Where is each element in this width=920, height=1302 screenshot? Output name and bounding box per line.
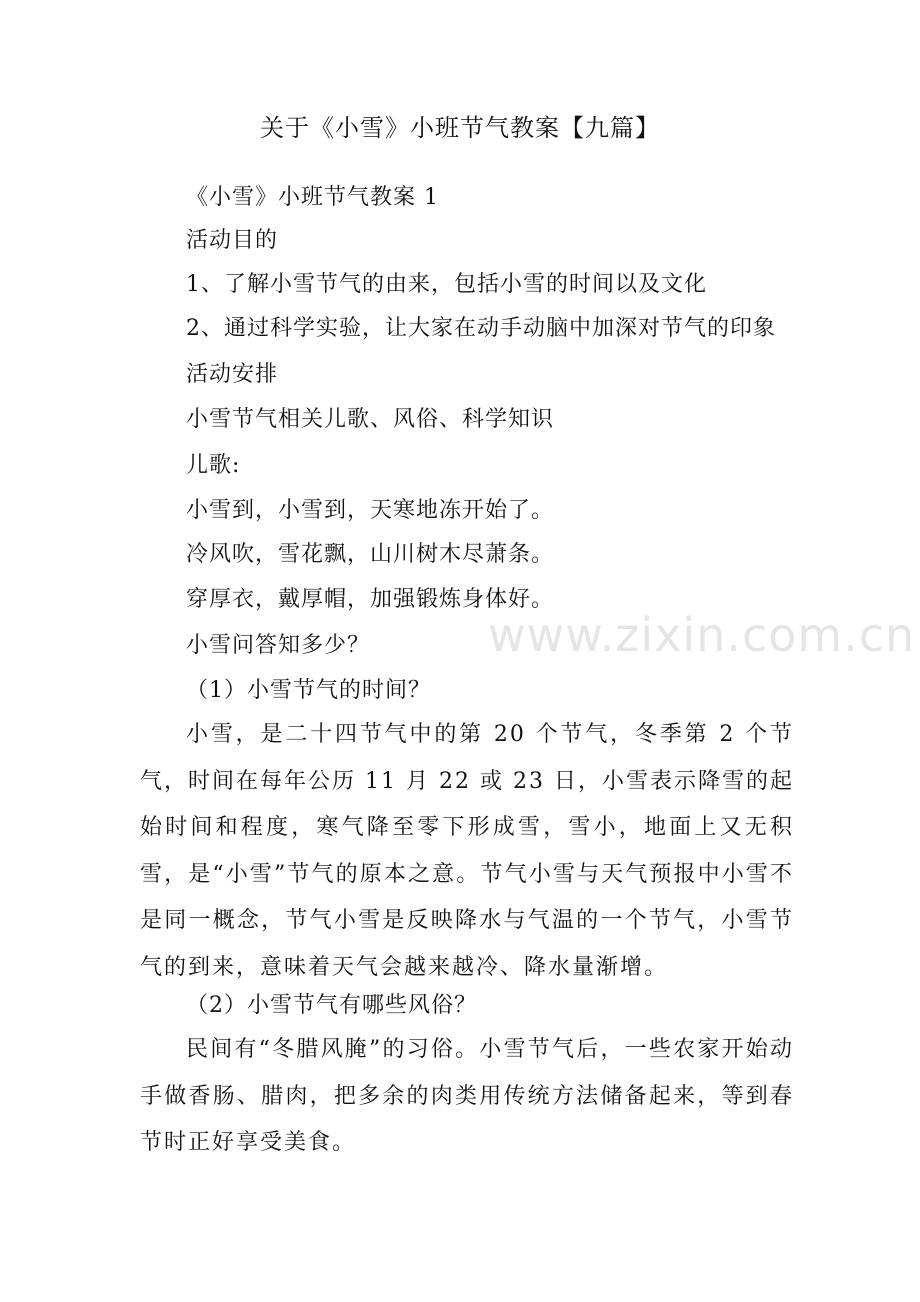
plan-heading: 活动安排 [186, 362, 279, 387]
question-1: （1）小雪节气的时间？ [186, 678, 431, 703]
goal-item-1: 1、了解小雪节气的由来，包括小雪的时间以及文化 [186, 272, 707, 297]
goal-heading: 活动目的 [186, 228, 279, 253]
song-line-1: 小雪到，小雪到，天寒地冻开始了。 [186, 498, 555, 523]
watermark: www.zixin.com.cn [488, 608, 916, 662]
answer-paragraph-2: 民间有“冬腊风腌”的习俗。小雪节气后，一些农家开始动手做香肠、腊肉，把多余的肉类用传统方法储备起来，等到春节时正好享受美食。 [140, 1037, 794, 1155]
song-label: 儿歌: [186, 453, 241, 478]
song-line-2: 冷风吹，雪花飘，山川树木尽萧条。 [186, 542, 555, 567]
goal-item-2: 2、通过科学实验，让大家在动手动脑中加深对节气的印象 [186, 316, 776, 341]
question-2: （2）小雪节气有哪些风俗？ [186, 993, 477, 1018]
qa-heading: 小雪问答知多少？ [186, 633, 371, 658]
song-line-3: 穿厚衣，戴厚帽，加强锻炼身体好。 [186, 587, 555, 612]
answer-paragraph-1: 小雪，是二十四节气中的第 20 个节气，冬季第 2 个节气，时间在每年公历 11 月 22 或 23 日，小雪表示降雪的起始时间和程度，寒气降至零下形成雪，雪小，地面上又无积雪，是“小雪”节气的原本之意。节气小雪与天气预报中小雪不是同一概念，节气小雪是反映降水与气温的一个节气，小雪节气的到来，意味着天气会越来越冷、降水量渐增。 [140, 722, 794, 980]
document-title: 关于《小雪》小班节气教案【九篇】 [260, 114, 660, 142]
plan-topics: 小雪节气相关儿歌、风俗、科学知识 [186, 407, 555, 432]
lesson-heading: 《小雪》小班节气教案 1 [186, 185, 439, 210]
